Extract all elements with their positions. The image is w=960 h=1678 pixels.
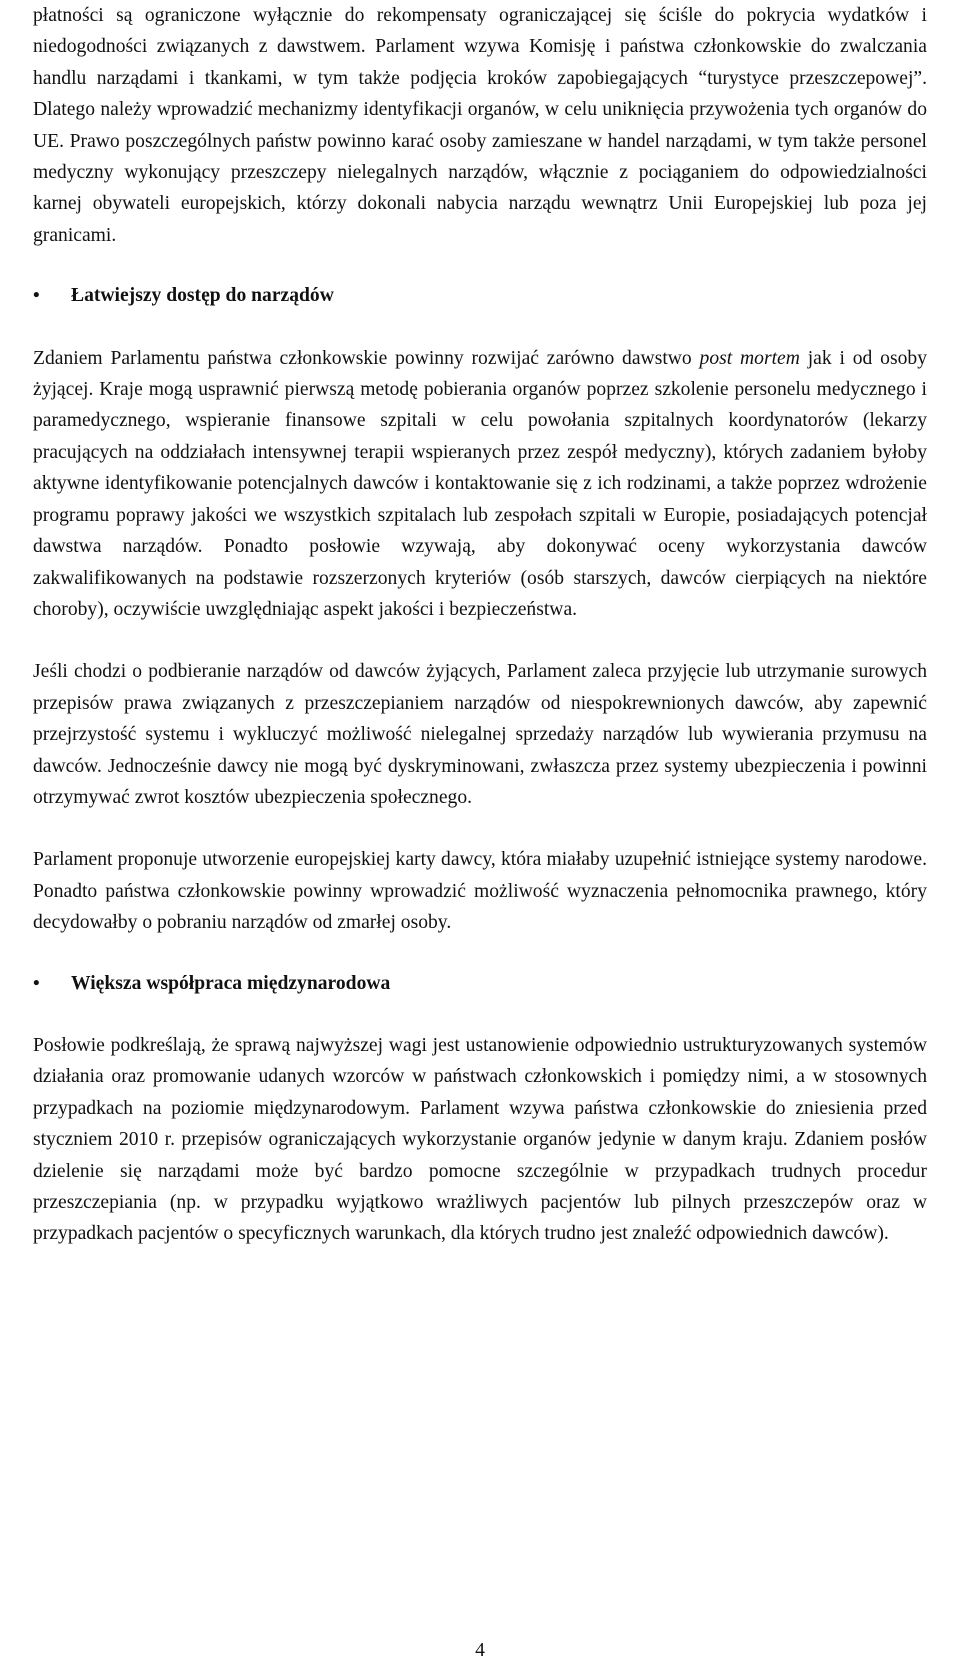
paragraph-donor-card: Parlament proponuje utworzenie europejskiej karty dawcy, która miałaby uzupełnić istniejące systemy narodowe. Ponadto państwa członkowskie powinny wprowadzić możliwość wyznaczenia pełnomocnika prawnego, który decydowałby o pobraniu narządów od zmarłej osoby. [33, 849, 927, 934]
bullet-icon: • [33, 972, 40, 994]
heading-text: Większa współpraca międzynarodowa [71, 972, 391, 994]
section-heading-access [33, 280, 927, 311]
paragraph-international: Posłowie podkreślają, że sprawą najwyższej wagi jest ustanowienie odpowiednio ustrukturyzowanych systemów działania oraz promowanie udanych wzorców w państwach członkowskich i pomiędzy nimi, a w stosownych przypadkach na poziomie międzynarodowym. Parlament wzywa państwa członkowskie do zniesienia przed styczniem 2010 r. przepisów ograniczających wykorzystanie organów jedynie w danym kraju. Zdaniem posłów dzielenie się narządami może być bardzo pomocne szczególnie w przypadkach trudnych procedur przeszczepiania (np. w przypadku wyjątkowo wrażliwych pacjentów lub pilnych przeszczepów oraz w przypadkach pacjentów o specyficznych warunkach, dla których trudno jest znaleźć odpowiednich dawców). [33, 1034, 927, 1245]
bullet-icon: • [33, 285, 40, 307]
paragraph-text: Zdaniem Parlamentu państwa członkowskie powinny rozwijać zarówno dawstwo [33, 347, 700, 369]
document-page [33, 0, 927, 1250]
heading-text: Łatwiejszy dostęp do narządów [71, 285, 334, 307]
paragraph-living-donors: Jeśli chodzi o podbieranie narządów od dawców żyjących, Parlament zaleca przyjęcie lub utrzymanie surowych przepisów prawa związanych z przeszczepianiem narządów od niespokrewnionych dawców, aby zapewnić przejrzystość systemu i wykluczyć możliwość nielegalnej sprzedaży narządów lub wywierania przymusu na dawców. Jednocześnie dawcy nie mogą być dyskryminowani, zwłaszcza przez systemy ubezpieczenia i powinni otrzymywać zwrot kosztów ubezpieczenia społecznego. [33, 661, 927, 808]
page-number: 4 [475, 1640, 485, 1661]
paragraph-trafficking: płatności są ograniczone wyłącznie do rekompensaty ograniczającej się ściśle do pokrycia wydatków i niedogodności związanych z dawstwem. Parlament wzywa Komisję i państwa członkowskie do zwalczania handlu narządami i tkankami, w tym także podjęcia kroków zapobiegających “turystyce przeszczepowej”. Dlatego należy wprowadzić mechanizmy identyfikacji organów, w celu uniknięcia przywożenia tych organów do UE. Prawo poszczególnych państw powinno karać osoby zamieszane w handel narządami, w tym także personel medyczny wykonujący przeszczepy nielegalnych narządów, włącznie z pociąganiem do odpowiedzialności karnej obywateli europejskich, którzy dokonali nabycia narządu wewnątrz Unii Europejskiej lub poza jej granicami. [33, 5, 927, 246]
italic-term: post mortem [699, 347, 800, 369]
paragraph-donation [33, 343, 927, 626]
section-heading-cooperation [33, 968, 927, 999]
paragraph-text: jak i od osoby żyjącej. Kraje mogą usprawnić pierwszą metodę pobierania organów poprzez szkolenie personelu medycznego i paramedycznego, wspieranie finansowe szpitali w celu powołania szpitalnych koordynatorów (lekarzy pracujących na oddziałach intensywnej terapii wspieranych przez zespół medyczny), których zadaniem byłoby aktywne identyfikowanie potencjalnych dawców i kontaktowanie się z ich rodzinami, a także poprzez wdrożenie programu poprawy jakości we wszystkich szpitalach lub zespołach szpitali w Europie, posiadających potencjał dawstwa narządów. Ponadto posłowie wzywają, aby dokonywać oceny wykorzystania dawców zakwalifikowanych na podstawie rozszerzonych kryteriów (osób starszych, dawców cierpiących na niektóre choroby), oczywiście uwzględniając aspekt jakości i bezpieczeństwa. [33, 347, 927, 620]
